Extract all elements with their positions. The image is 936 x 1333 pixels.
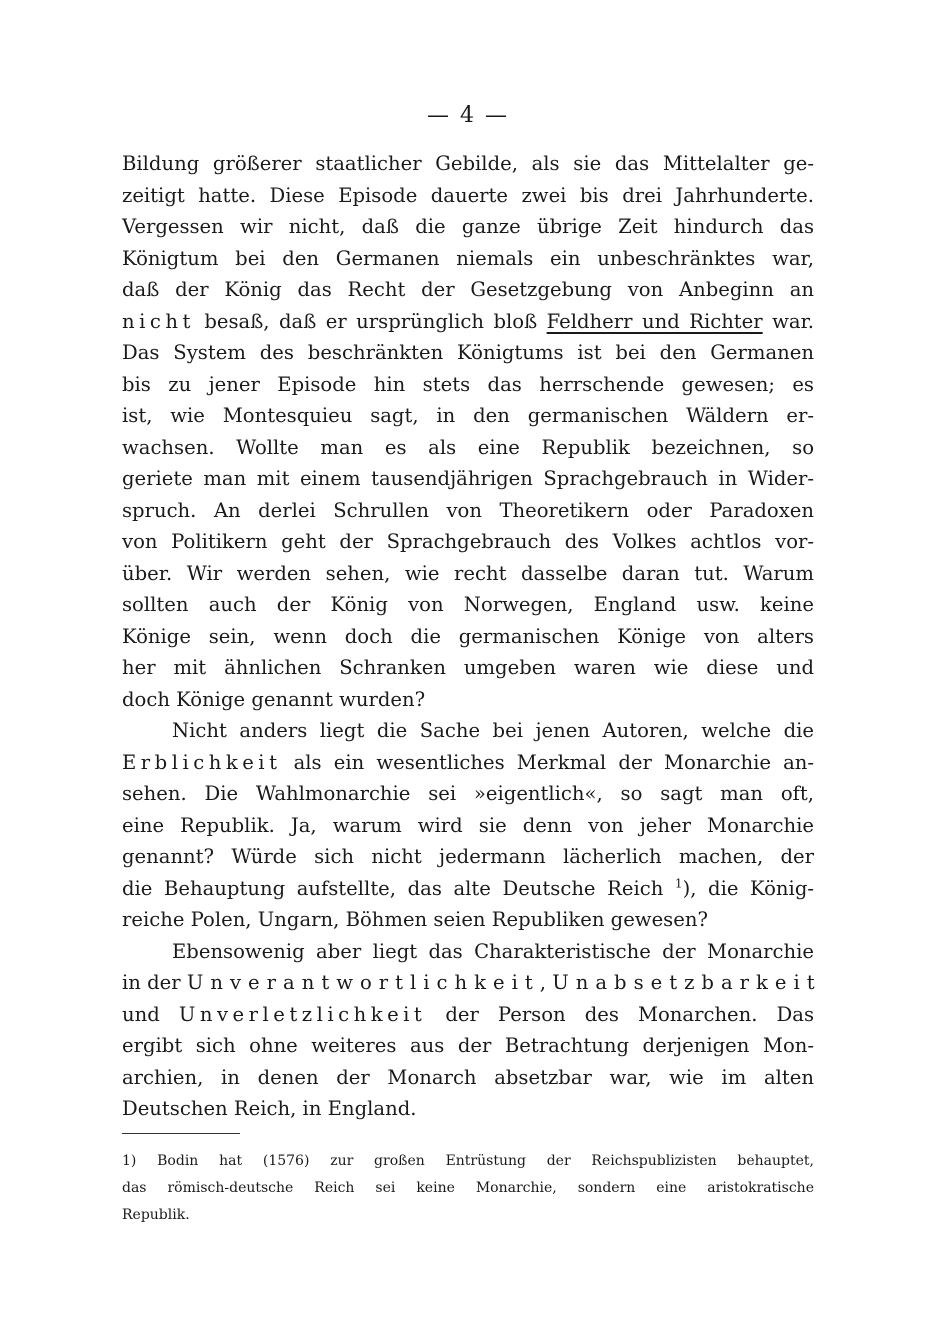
- emphasized-word: Unverletzlichkeit: [178, 1002, 427, 1026]
- text-line: Deutschen Reich, in England.: [122, 1097, 417, 1120]
- text-line: [122, 306, 814, 338]
- emphasized-word: Unabsetzbarkeit: [552, 971, 822, 994]
- text-fragment: war.: [762, 309, 815, 333]
- text-fragment: und: [122, 1002, 179, 1026]
- text-fragment: besaß, daß er ursprünglich bloß: [194, 309, 547, 333]
- text-line: [122, 747, 814, 779]
- footnote-line: Republik.: [122, 1207, 190, 1223]
- text-line: sollten auch der König von Norwegen, England usw. keine: [122, 593, 814, 616]
- emphasized-word: Erblichkeit: [122, 750, 282, 774]
- text-line: [122, 873, 814, 905]
- footnote-line: das römisch-deutsche Reich sei keine Monarchie, sondern eine aristokratische: [122, 1180, 814, 1196]
- text-line: spruch. An derlei Schrullen von Theoretikern oder Paradoxen: [122, 498, 814, 522]
- emphasized-word: Unverantwortlichkeit: [186, 971, 540, 994]
- emphasized-word: nicht: [122, 309, 195, 333]
- text-line: genannt? Würde sich nicht jedermann lächerlich machen, der: [122, 845, 814, 868]
- text-line: sehen. Die Wahlmonarchie sei »eigentlich«, so sagt man oft,: [122, 782, 814, 805]
- text-line: Königtum bei den Germanen niemals ein unbeschränktes war,: [122, 246, 814, 270]
- main-text: [122, 148, 822, 1125]
- text-line: Bildung größerer staatlicher Gebilde, als sie das Mittelalter ge-: [122, 152, 814, 175]
- text-line: ist, wie Montesquieu sagt, in den germanischen Wäldern er-: [122, 404, 814, 427]
- text-line: ergibt sich ohne weiteres aus der Betrachtung derjenigen Mon-: [122, 1034, 814, 1057]
- text-line: doch Könige genannt wurden?: [122, 687, 426, 711]
- text-line: von Politikern geht der Sprachgebrauch des Volkes achtlos vor-: [122, 530, 814, 553]
- text-line: reiche Polen, Ungarn, Böhmen seien Republiken gewesen?: [122, 908, 708, 931]
- text-line: zeitigt hatte. Diese Episode dauerte zwei bis drei Jahrhunderte.: [122, 183, 814, 207]
- text-fragment: die Behauptung aufstellte, das alte Deutsche Reich: [122, 876, 675, 900]
- footnote-reference: 1: [674, 875, 683, 890]
- text-line: bis zu jener Episode hin stets das herrschende gewesen; es: [122, 372, 814, 396]
- text-line: [122, 967, 822, 999]
- text-line: Vergessen wir nicht, daß die ganze übrige Zeit hindurch das: [122, 215, 814, 238]
- text-fragment: ), die König-: [682, 876, 814, 900]
- text-line: daß der König das Recht der Gesetzgebung von Anbeginn an: [122, 278, 814, 301]
- footnote-line: 1) Bodin hat (1576) zur großen Entrüstung der Reichspublizisten behauptet,: [122, 1153, 814, 1169]
- text-line: Ebensowenig aber liegt das Charakteristische der Monarchie: [172, 939, 814, 963]
- text-fragment: der Person des Monarchen. Das: [426, 1002, 814, 1026]
- page-number: — 4 —: [427, 103, 509, 128]
- text-line: eine Republik. Ja, warum wird sie denn von jeher Monarchie: [122, 813, 814, 837]
- footnote-divider: [122, 1133, 240, 1134]
- text-line: Das System des beschränkten Königtums ist bei den Germanen: [122, 341, 814, 364]
- text-line: über. Wir werden sehen, wie recht dasselbe daran tut. Warum: [122, 561, 814, 585]
- underlined-phrase: Feldherr und Richter: [546, 309, 763, 333]
- text-fragment: als ein wesentliches Merkmal der Monarchie an-: [281, 750, 814, 774]
- text-line: her mit ähnlichen Schranken umgeben waren wie diese und: [122, 656, 814, 679]
- text-line: geriete man mit einem tausendjährigen Sprachgebrauch in Wider-: [122, 467, 814, 490]
- text-line: Nicht anders liegt die Sache bei jenen Autoren, welche die: [172, 719, 814, 742]
- text-fragment: ,: [539, 971, 553, 994]
- text-line: wachsen. Wollte man es als eine Republik bezeichnen, so: [122, 435, 814, 459]
- text-line: Könige sein, wenn doch die germanischen Könige von alters: [122, 624, 814, 648]
- text-line: archien, in denen der Monarch absetzbar war, wie im alten: [122, 1065, 814, 1089]
- footnote: [122, 1148, 814, 1229]
- text-fragment: in der: [122, 971, 187, 994]
- text-line: [122, 999, 814, 1031]
